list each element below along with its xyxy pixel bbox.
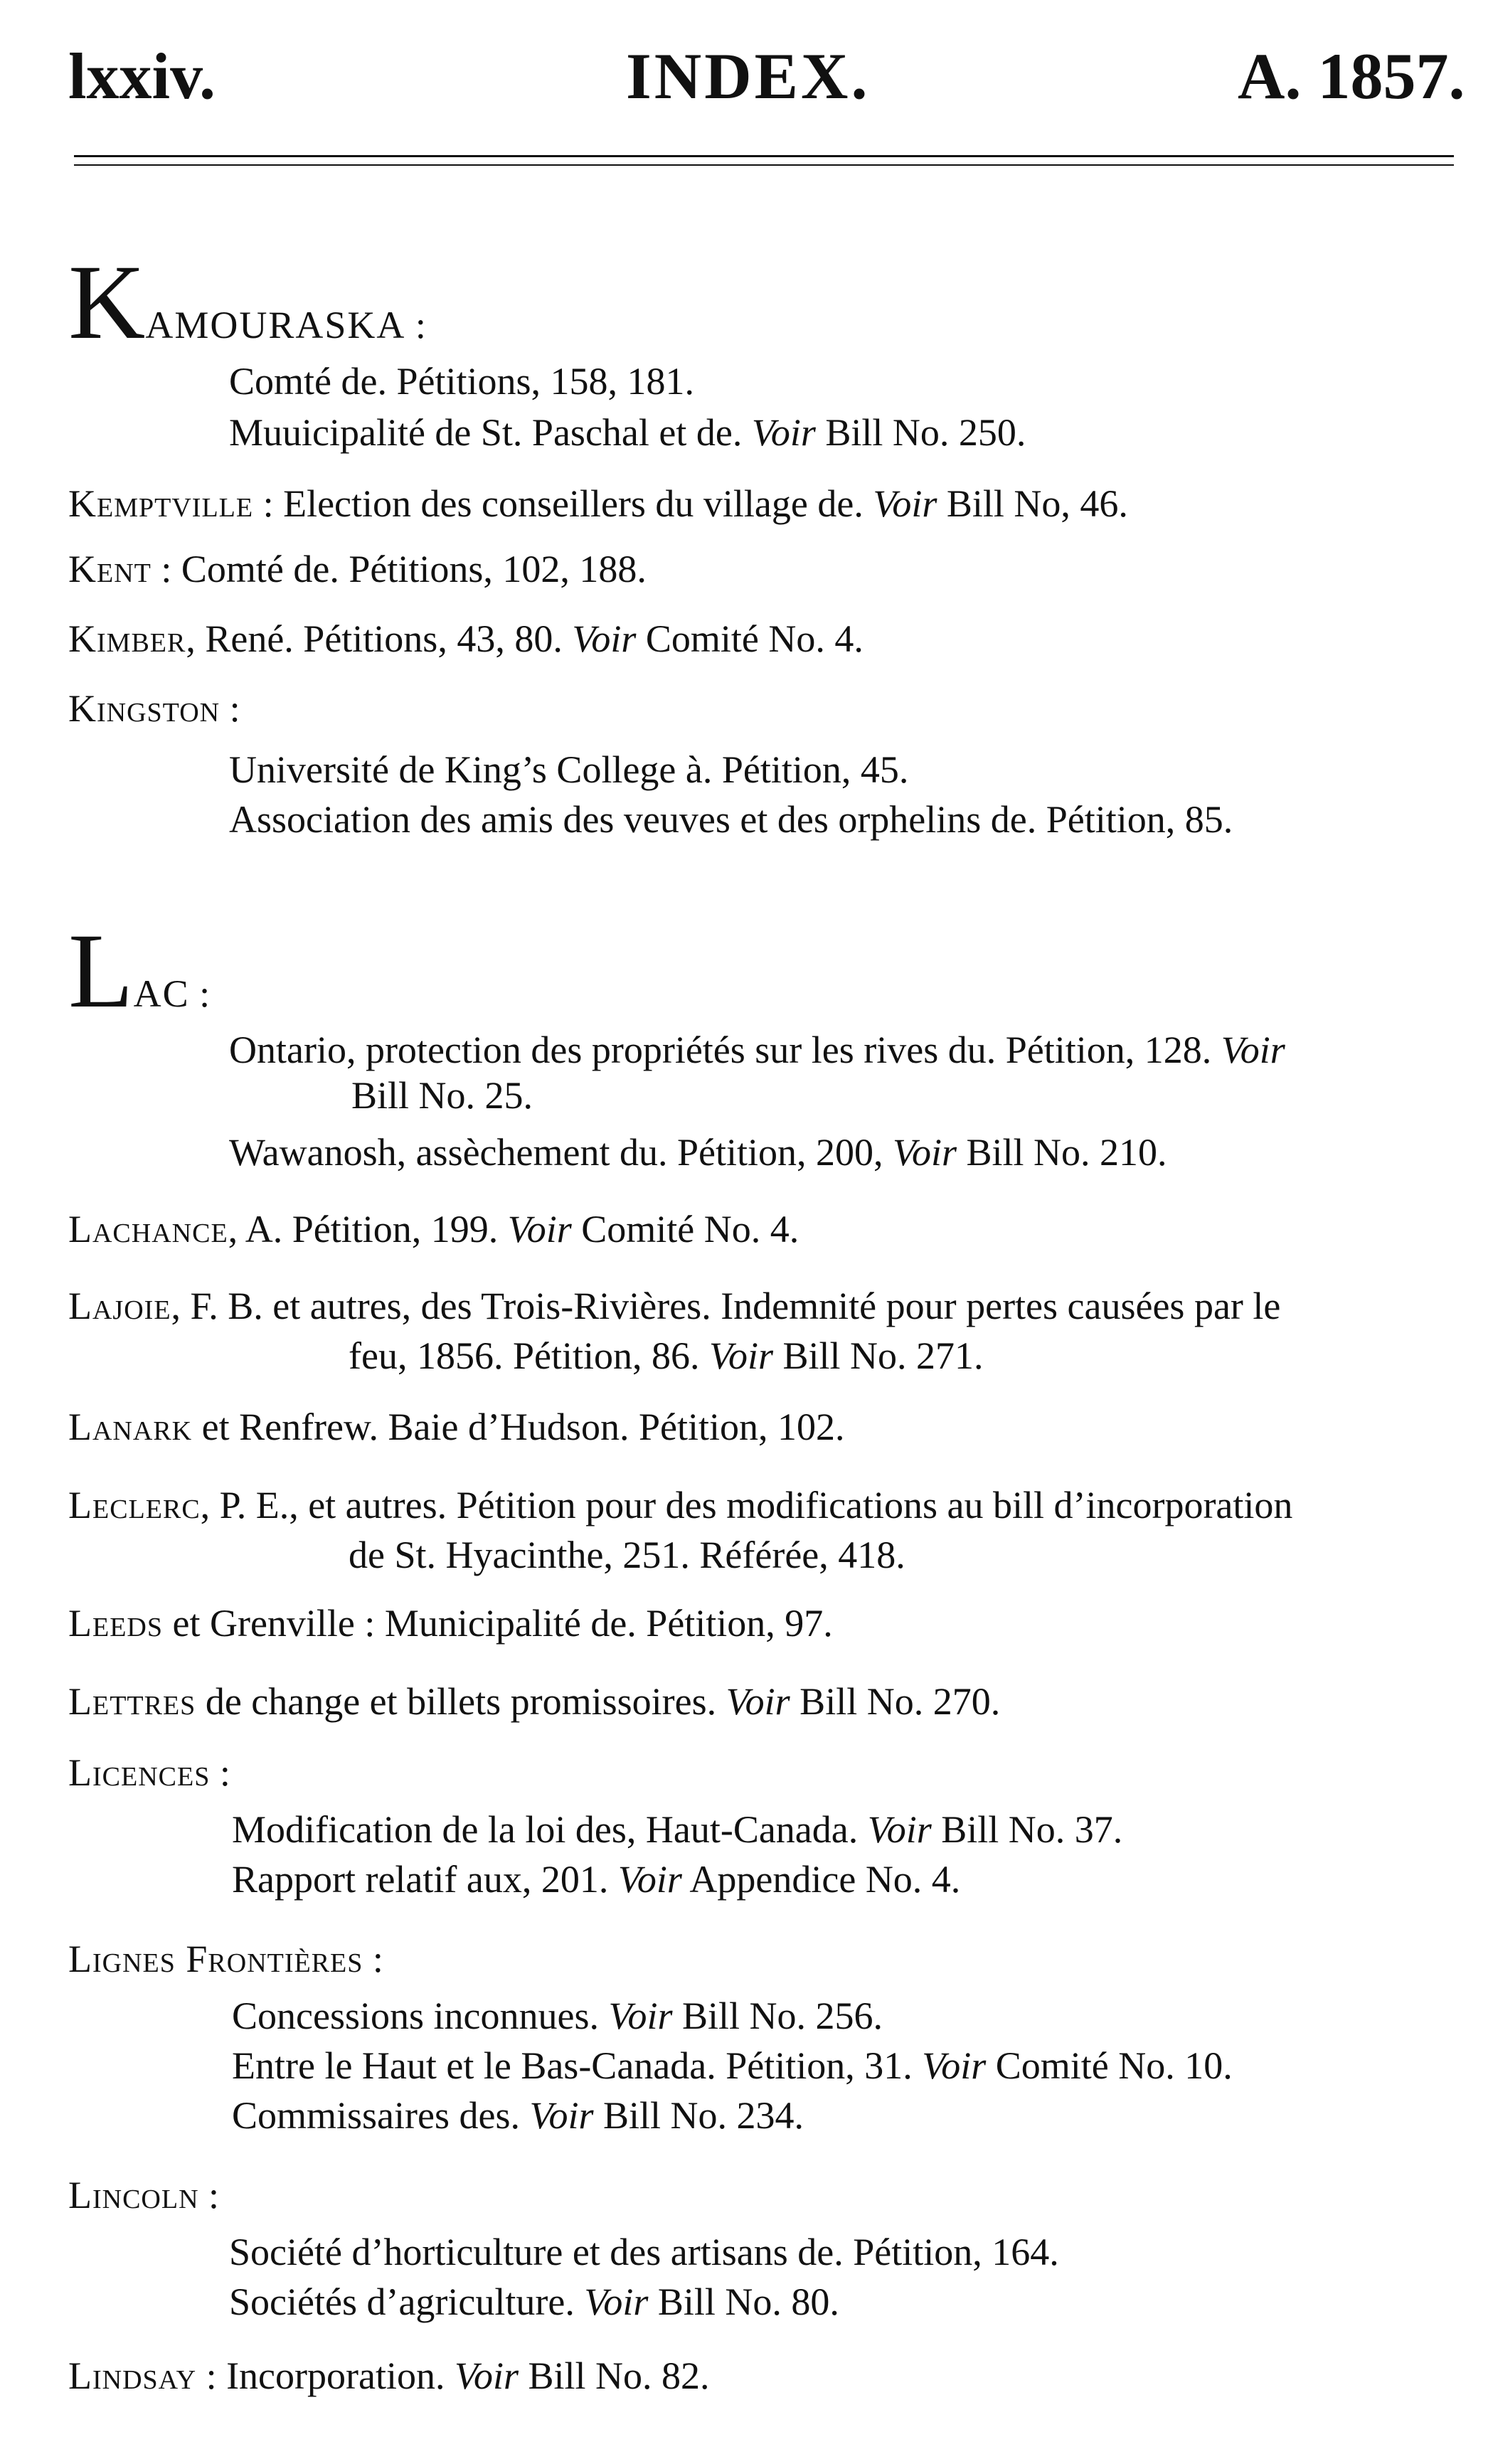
entry-line: Concessions inconnues. Voir Bill No. 256. [232,1995,883,2037]
entry-head: Lajoie [68,1285,171,1327]
drop-cap: L [68,912,134,1030]
entry-line: Société d’horticulture et des artisans de. Pétition, 164. [229,2231,1059,2273]
entry-head: Leeds [68,1602,163,1645]
entry-punct: : [189,972,211,1015]
entry-line: Rapport relatif aux, 201. Voir Appendice No. 4. [232,1858,961,1901]
entry-line-cont: de St. Hyacinthe, 251. Référée, 418. [349,1534,905,1576]
entry-line: Modification de la loi des, Haut-Canada. Voir Bill No. 37. [232,1808,1123,1851]
entry-line: Association des amis des veuves et des orphelins de. Pétition, 85. [229,798,1233,841]
entry-line: Commissaires des. Voir Bill No. 234. [232,2094,804,2137]
entry-lajoie: Lajoie, F. B. et autres, des Trois-Rivières. Indemnité pour pertes causées par le [68,1285,1281,1327]
entry-line-cont: feu, 1856. Pétition, 86. Voir Bill No. 271. [349,1334,984,1377]
entry-lac-heading [68,912,211,1051]
entry-lignes-frontieres: Lignes Frontières : [68,1938,383,1980]
voir-ref: Voir [922,2044,987,2087]
entry-head: Kent [68,548,152,590]
entry-head: Lindsay [68,2354,197,2397]
entry-punct: : [405,304,426,346]
entry-lindsay: Lindsay : Incorporation. Voir Bill No. 82. [68,2354,710,2397]
entry-lincoln: Lincoln : [68,2174,220,2216]
voir-ref: Voir [507,1208,572,1250]
entry-head: Lincoln [68,2174,199,2216]
voir-ref: Voir [751,411,816,454]
voir-ref: Voir [584,2280,649,2323]
entry-head: Kimber [68,617,186,660]
voir-ref: Voir [708,1334,773,1377]
entry-line-cont: Bill No. 25. [351,1074,533,1117]
voir-ref: Voir [892,1131,957,1174]
entry-lachance: Lachance, A. Pétition, 199. Voir Comité No. 4. [68,1208,799,1250]
voir-ref: Voir [529,2094,594,2137]
entry-leeds: Leeds et Grenville : Municipalité de. Pétition, 97. [68,1602,833,1645]
entry-leclerc: Leclerc, P. E., et autres. Pétition pour des modifications au bill d’incorporation [68,1484,1293,1526]
voir-ref: Voir [867,1808,932,1851]
entry-line: Comté de. Pétitions, 158, 181. [229,360,694,403]
entry-kingston: Kingston : [68,687,240,730]
voir-ref: Voir [873,482,937,525]
entry-head: Lettres [68,1680,196,1723]
entry-lettres: Lettres de change et billets promissoires. Voir Bill No. 270. [68,1680,1001,1723]
entry-head: Kemptville [68,482,254,525]
entry-line: Muuicipalité de St. Paschal et de. Voir Bill No. 250. [229,411,1026,454]
entry-line: Sociétés d’agriculture. Voir Bill No. 80. [229,2280,839,2323]
header-rule-thin [74,164,1454,166]
entry-line: Entre le Haut et le Bas-Canada. Pétition, 31. Voir Comité No. 10. [232,2044,1233,2087]
entry-kemptville: Kemptville : Election des conseillers du village de. Voir Bill No, 46. [68,482,1128,525]
voir-ref: Voir [572,617,637,660]
drop-cap: K [68,243,146,361]
entry-head: Lanark [68,1406,193,1448]
voir-ref: Voir [617,1858,682,1901]
entry-head: Lachance [68,1208,228,1250]
entry-lanark: Lanark et Renfrew. Baie d’Hudson. Pétition, 102. [68,1406,845,1448]
entry-kent: Kent : Comté de. Pétitions, 102, 188. [68,548,647,590]
entry-head: Kingston [68,687,221,730]
entry-head: Lignes Frontières [68,1938,363,1980]
voir-ref: Voir [1221,1029,1285,1071]
entry-line: Wawanosh, assèchement du. Pétition, 200, Voir Bill No. 210. [229,1131,1167,1174]
voir-ref: Voir [726,1680,790,1723]
voir-ref: Voir [608,1995,673,2037]
entry-licences: Licences : [68,1751,230,1794]
entry-line: Université de King’s College à. Pétition, 45. [229,748,909,791]
header-rule [74,155,1454,157]
entry-line: Ontario, protection des propriétés sur les rives du. Pétition, 128. Voir [229,1029,1285,1071]
page-number: lxxiv. [68,40,216,112]
entry-head: AC [133,972,190,1015]
voir-ref: Voir [454,2354,519,2397]
entry-kimber: Kimber, René. Pétitions, 43, 80. Voir Comité No. 4. [68,617,864,660]
page-title: INDEX. [626,40,871,112]
year-label: A. 1857. [1238,40,1465,112]
entry-head: Leclerc [68,1484,201,1526]
entry-head: Licences [68,1751,211,1794]
entry-head: AMOURASKA [145,304,406,346]
